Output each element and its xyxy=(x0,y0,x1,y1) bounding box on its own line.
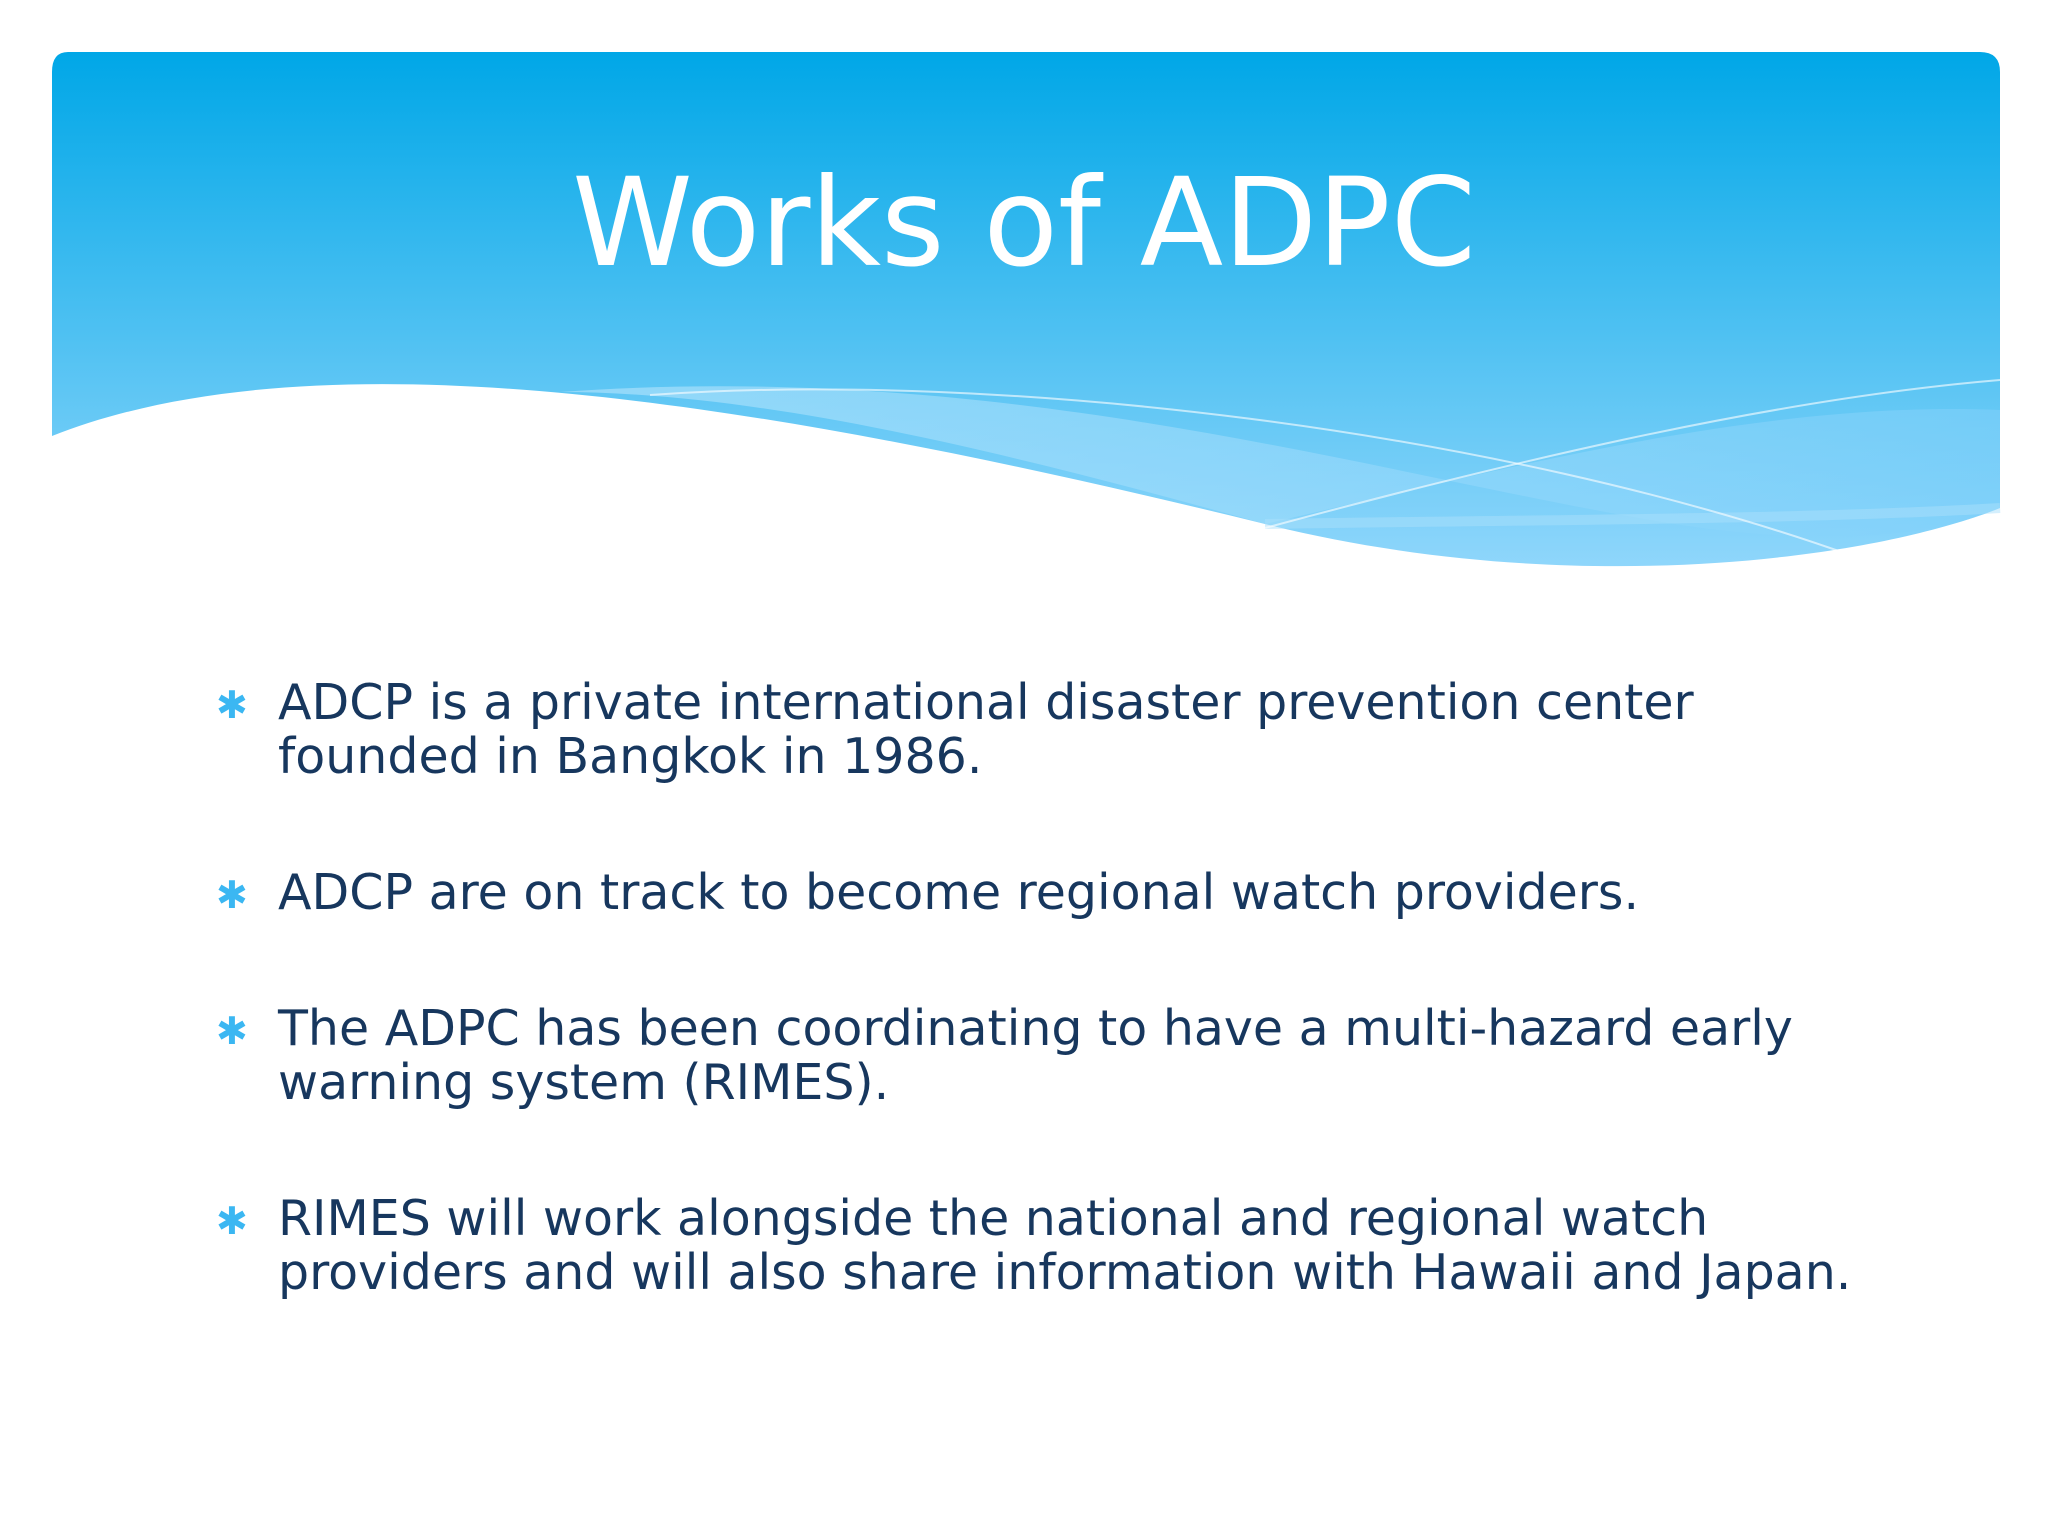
asterisk-bullet-icon: ✱ xyxy=(216,873,248,917)
asterisk-bullet-icon: ✱ xyxy=(216,1009,248,1053)
bullet-item xyxy=(212,1192,1852,1300)
bullet-text: The ADPC has been coordinating to have a multi-hazard early warning system (RIMES). xyxy=(278,1000,1793,1111)
bullet-text: RIMES will work alongside the national and regional watch providers and will also share information with Hawaii and Japan. xyxy=(278,1190,1852,1301)
bullet-item xyxy=(212,1002,1852,1110)
bullet-text: ADCP is a private international disaster prevention center founded in Bangkok in 1986. xyxy=(278,674,1694,785)
bullet-item xyxy=(212,866,1852,920)
bullet-list xyxy=(212,676,1852,1300)
asterisk-bullet-icon: ✱ xyxy=(216,683,248,727)
asterisk-bullet-icon: ✱ xyxy=(216,1199,248,1243)
bullet-text: ADCP are on track to become regional watch providers. xyxy=(278,864,1640,921)
header-wave-banner xyxy=(0,0,2048,620)
slide-title: Works of ADPC xyxy=(572,152,1476,294)
bullet-item xyxy=(212,676,1852,784)
